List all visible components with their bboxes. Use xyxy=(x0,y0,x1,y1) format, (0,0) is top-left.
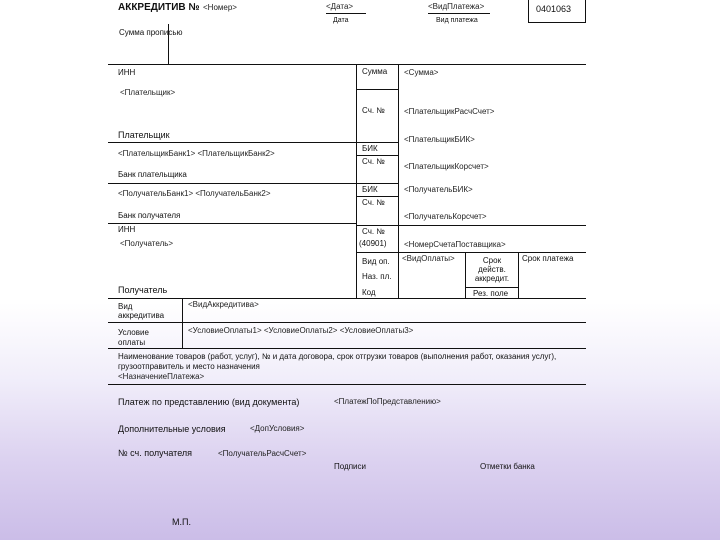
divider xyxy=(182,298,183,348)
recipient-label: Получатель xyxy=(118,285,168,295)
grid-line xyxy=(356,89,398,90)
payer-bank-placeholder: <ПлательщикБанк1> <ПлательщикБанк2> xyxy=(118,149,275,158)
divider xyxy=(108,348,586,349)
date-placeholder: <Дата> xyxy=(326,2,354,11)
payer-corr-placeholder: <ПлательщикКорсчет> xyxy=(404,162,489,171)
grid-line xyxy=(356,64,357,298)
accred-type-label: Вид аккредитива xyxy=(118,302,165,321)
payer-account-label: Сч. № xyxy=(362,106,385,115)
grid-line xyxy=(518,252,519,298)
form-title: АККРЕДИТИВ № xyxy=(118,2,200,13)
grid-line xyxy=(356,155,398,156)
grid-line xyxy=(356,196,398,197)
paytype-line xyxy=(428,13,490,14)
documents-label: Платеж по представлению (вид документа) xyxy=(118,397,300,407)
vid-op-label: Вид оп. xyxy=(362,257,390,266)
signatures-label: Подписи xyxy=(334,462,366,471)
payer-inn-label: ИНН xyxy=(118,68,136,77)
paytype-placeholder: <ВидПлатежа> xyxy=(428,2,485,11)
payer-label: Плательщик xyxy=(118,130,170,140)
expiry-label: Срок действ. аккредит. xyxy=(474,256,510,284)
naz-pl-label: Наз. пл. xyxy=(362,272,392,281)
goods-line-2: грузоотправитель и место назначения xyxy=(118,362,260,371)
recipient-name-placeholder: <Получатель> xyxy=(120,239,174,248)
payer-bik-label: БИК xyxy=(362,144,378,153)
payment-conditions-placeholder: <УсловиеОплаты1> <УсловиеОплаты2> <УсловиеОплаты3> xyxy=(188,326,414,335)
recipient-bank-label: Банк получателя xyxy=(118,211,181,220)
stamp-label: М.П. xyxy=(172,517,191,527)
recipient-bank-placeholder: <ПолучательБанк1> <ПолучательБанк2> xyxy=(118,189,271,198)
kod-label: Код xyxy=(362,288,376,297)
divider xyxy=(108,384,586,385)
divider xyxy=(108,322,586,323)
amount-words-label: Сумма прописью xyxy=(119,28,183,37)
divider xyxy=(108,223,356,224)
recipient-inn-label: ИНН xyxy=(118,225,136,234)
date-label: Дата xyxy=(333,17,349,24)
vid-op-placeholder: <ВидОплаты> xyxy=(402,254,455,263)
res-field-label: Рез. поле xyxy=(473,289,509,298)
recipient-acc-label: № сч. получателя xyxy=(118,448,193,458)
additional-label: Дополнительные условия xyxy=(118,424,226,434)
date-line xyxy=(326,13,366,14)
amount-label: Сумма xyxy=(362,67,388,76)
grid-line xyxy=(356,142,398,143)
purpose-placeholder: <НазначениеПлатежа> xyxy=(118,372,205,381)
goods-line-1: Наименование товаров (работ, услуг), № и дата договора, срок отгрузки товаров (выполнения работ, оказания услуг), xyxy=(118,352,557,361)
grid-line xyxy=(356,252,586,253)
recipient-bik-placeholder: <ПолучательБИК> xyxy=(404,185,473,194)
payer-bank-label: Банк плательщика xyxy=(118,170,187,179)
grid-line xyxy=(465,252,466,298)
paytype-label: Вид платежа xyxy=(436,17,478,24)
recipient-account-number: (40901) xyxy=(359,239,387,248)
payer-account-placeholder: <ПлательщикРасчСчет> xyxy=(404,107,495,116)
form-code: 0401063 xyxy=(536,4,572,14)
recipient-corr-label: Сч. № xyxy=(362,198,385,207)
payment-conditions-label: Условие оплаты xyxy=(118,328,149,347)
grid-line xyxy=(356,183,398,184)
term-label: Срок платежа xyxy=(522,254,574,263)
additional-placeholder: <ДопУсловия> xyxy=(250,424,305,433)
divider xyxy=(108,142,356,143)
bank-marks-label: Отметки банка xyxy=(480,462,535,471)
grid-line xyxy=(398,64,399,298)
recipient-acc-placeholder: <ПолучательРасчСчет> xyxy=(218,449,307,458)
divider xyxy=(108,183,356,184)
recipient-corr-placeholder: <ПолучательКорсчет> xyxy=(404,212,487,221)
grid-line xyxy=(356,225,586,226)
payer-bik-placeholder: <ПлательщикБИК> xyxy=(404,135,475,144)
number-placeholder: <Номер> xyxy=(203,3,237,12)
amount-placeholder: <Сумма> xyxy=(404,68,439,77)
recipient-account-label: Сч. № xyxy=(362,227,385,236)
divider xyxy=(108,64,586,65)
payer-corr-label: Сч. № xyxy=(362,157,385,166)
documents-placeholder: <ПлатежПоПредставлению> xyxy=(334,397,441,406)
supplier-account-placeholder: <НомерСчетаПоставщика> xyxy=(404,240,506,249)
recipient-bik-label: БИК xyxy=(362,185,378,194)
accred-type-placeholder: <ВидАккредитива> xyxy=(188,300,259,309)
divider xyxy=(108,298,586,299)
payer-name-placeholder: <Плательщик> xyxy=(120,88,176,97)
grid-line xyxy=(465,287,518,288)
